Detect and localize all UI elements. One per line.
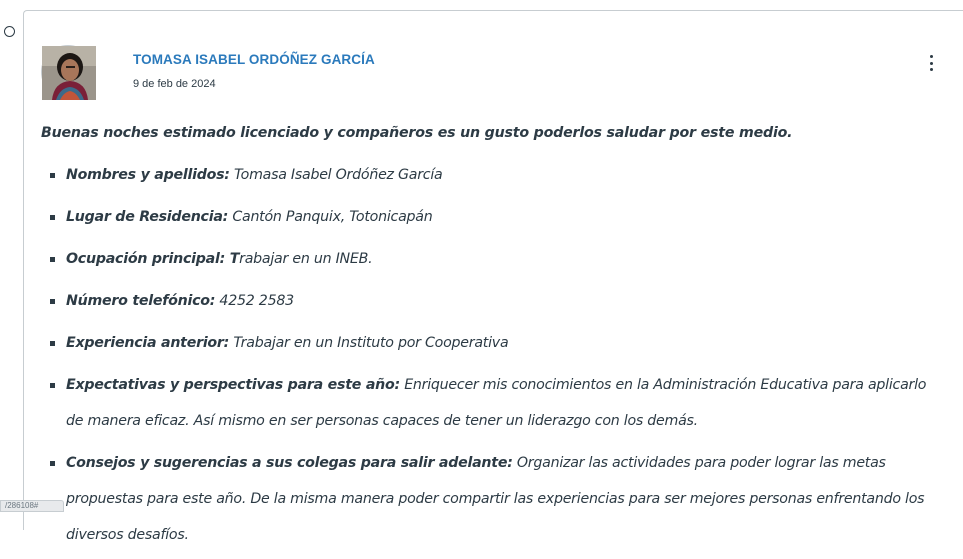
list-item [41,445,941,553]
list-item [41,241,941,277]
item-value: Enriquecer mis conocimientos en la Administración Educativa para aplicarlo de manera eficaz. Así mismo en ser personas capaces de tener un liderazgo con los demás. [66,377,927,429]
discussion-entry [23,10,963,543]
item-value: Organizar las actividades para poder lograr las metas propuestas para este año. De la misma manera poder compartir las experiencias para ser mejores personas enfrentando los diversos desafíos. [66,455,925,543]
item-label: Número telefónico: [66,293,216,309]
item-label: Nombres y apellidos: [66,167,230,183]
item-label: Ocupación principal: T [66,251,240,267]
item-value: 4252 2583 [215,293,294,309]
list-item [41,199,941,235]
info-list [41,157,941,553]
post-body [41,115,941,559]
avatar-photo [42,46,96,100]
list-item [41,283,941,319]
kebab-menu-icon[interactable] [926,53,936,73]
item-label: Experiencia anterior: [66,335,230,351]
avatar[interactable] [41,45,95,99]
item-label: Expectativas y perspectivas para este año: [66,377,400,393]
post-date: 9 de feb de 2024 [133,78,216,90]
radio-circle-icon [4,26,15,37]
status-url-tooltip: /286108# [0,500,64,512]
item-value: rabajar en un INEB. [239,251,373,267]
item-value: Tomasa Isabel Ordóñez García [229,167,443,183]
list-item [41,367,941,439]
item-value: Trabajar en un Instituto por Cooperativa [229,335,509,351]
author-name-link[interactable]: TOMASA ISABEL ORDÓÑEZ GARCÍA [133,52,375,67]
item-label: Lugar de Residencia: [66,209,229,225]
list-item [41,325,941,361]
item-value: Cantón Panquix, Totonicapán [228,209,433,225]
list-item [41,157,941,193]
greeting-text: Buenas noches estimado licenciado y compañeros es un gusto poderlos saludar por este medio. [41,125,793,141]
item-label: Consejos y sugerencias a sus colegas para salir adelante: [66,455,513,471]
